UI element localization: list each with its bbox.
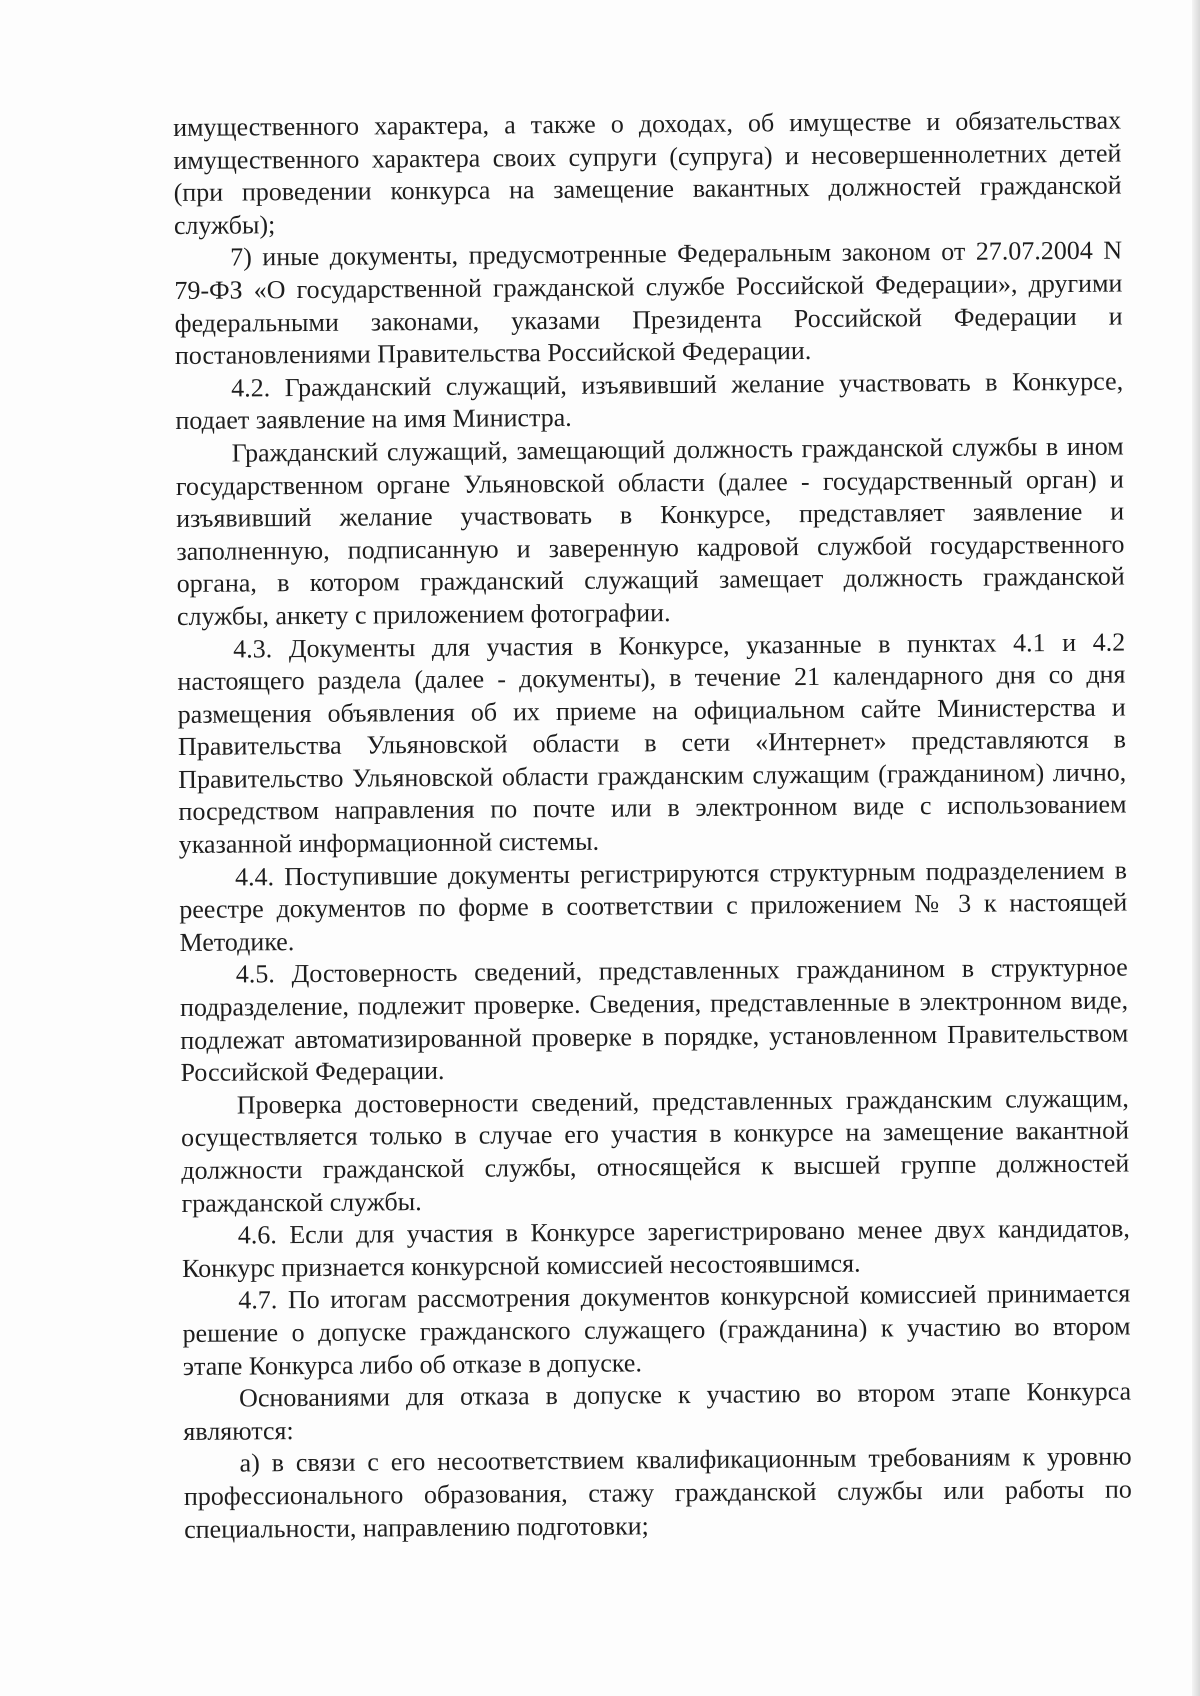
paragraph-4-7: 4.7. По итогам рассмотрения документов конкурсной комиссией принимается решение о допуске гражданского служащего (гражданина) к участию во втором этапе Конкурса либо об отказе в допуске. <box>182 1278 1131 1381</box>
paragraph-4-4: 4.4. Поступившие документы регистрируются структурным подразделением в реестре документов по форме в соответствии с приложением № 3 к настоящей Методике. <box>179 855 1128 957</box>
paragraph-item-a: а) в связи с его несоответствием квалификационным требованиям к уровню профессионального образования, стажу гражданской службы или работы по специальности, направлению подготовки; <box>183 1441 1132 1544</box>
paragraph-4-5-verification: Проверка достоверности сведений, представленных гражданским служащим, осуществляется только в случае его участия в конкурсе на замещение вакантной должности гражданской службы, относящейся к высшей группе должностей гражданской службы. <box>180 1083 1130 1218</box>
paragraph-4-2-civil-servant-other-body: Гражданский служащий, замещающий должность гражданской службы в ином государственном органе Ульяновской области (далее - государственный орган) и изъявивший желание участвовать в Конкурсе, представляет заявление и заполненную, подписанную и заверенную кадровой службой государственного органа, в котором гражданский служащий замещает должность гражданской службы, анкету с приложением фотографии. <box>175 431 1125 631</box>
paragraph-refusal-grounds: Основаниями для отказа в допуске к участию во втором этапе Конкурса являются: <box>183 1376 1132 1446</box>
paragraph-4-3: 4.3. Документы для участия в Конкурсе, указанные в пунктах 4.1 и 4.2 настоящего раздела (далее - документы), в течение 21 календарного дня со дня размещения объявления об их приеме на официальном сайте Министерства и Правительства Ульяновской области в сети «Интернет» представляются в Правительство Ульяновской области гражданским служащим (гражданином) лично, посредством направления по почте или в электронном виде с использованием указанной информационной системы. <box>177 627 1127 860</box>
paragraph-4-6: 4.6. Если для участия в Конкурсе зарегистрировано менее двух кандидатов, Конкурс признается конкурсной комиссией несостоявшимся. <box>181 1213 1130 1283</box>
paragraph-4-2: 4.2. Гражданский служащий, изъявивший желание участвовать в Конкурсе, подает заявление на имя Министра. <box>175 366 1124 436</box>
paragraph-4-5: 4.5. Достоверность сведений, представленных гражданином в структурное подразделение, подлежит проверке. Сведения, представленные в электронном виде, подлежат автоматизированной проверке в порядке, установленном Правительством Российской Федерации. <box>179 952 1129 1088</box>
paragraph-property-obligations: имущественного характера, а также о доходах, об имуществе и обязательствах имущественного характера своих супруги (супруга) и несовершеннолетних детей (при проведении конкурса на замещение вакантных должностей гражданской службы); <box>173 105 1122 240</box>
page-edge-shadow <box>1192 0 1200 1696</box>
document-body <box>173 105 1132 1547</box>
paragraph-item-7-other-documents: 7) иные документы, предусмотренные Федеральным законом от 27.07.2004 N 79-ФЗ «О государственной гражданской службе Российской Федерации», другими федеральными законами, указами Президента Российской Федерации и постановлениями Правительства Российской Федерации. <box>174 235 1123 371</box>
